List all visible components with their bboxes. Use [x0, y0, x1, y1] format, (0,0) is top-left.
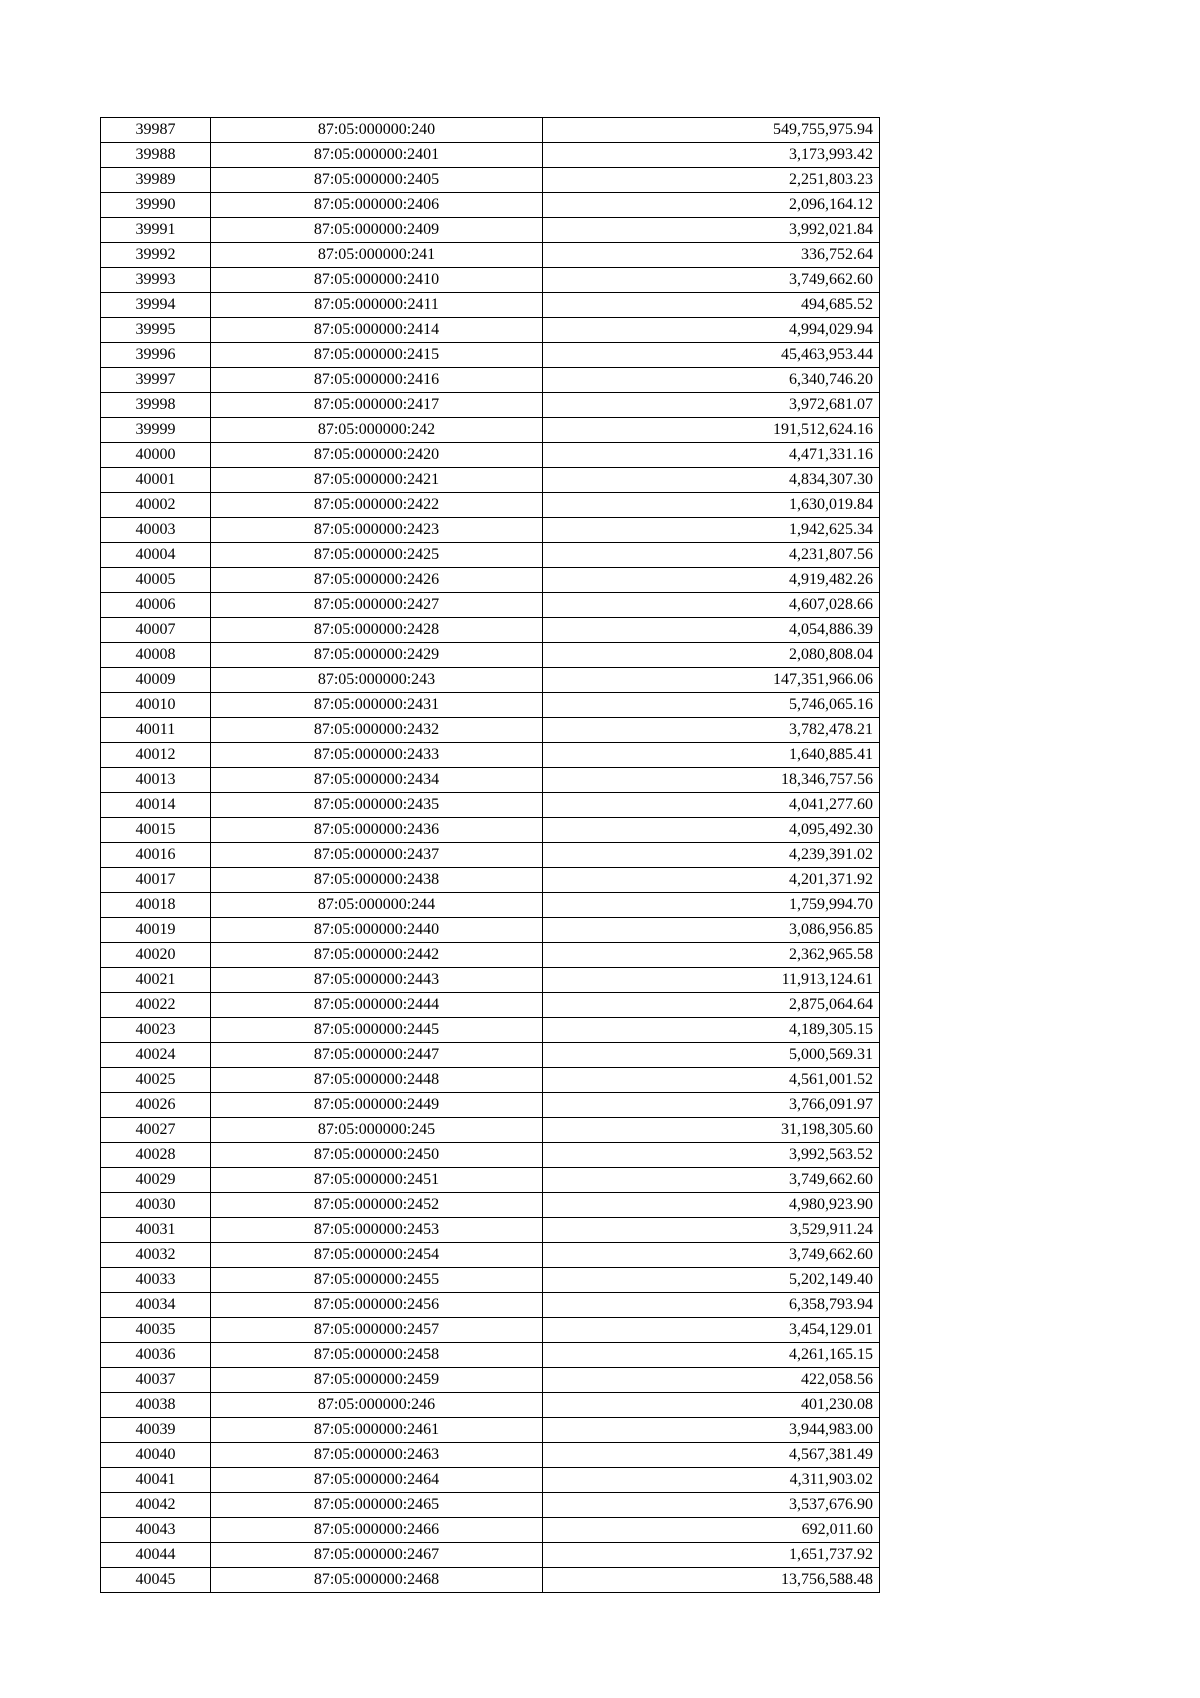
table-row: [101, 693, 880, 718]
value-cell: 422,058.56: [543, 1368, 880, 1393]
value-cell: 18,346,757.56: [543, 768, 880, 793]
table-row: [101, 1268, 880, 1293]
row-number-cell: 40010: [101, 693, 211, 718]
value-cell: 4,041,277.60: [543, 793, 880, 818]
table-row: [101, 1193, 880, 1218]
cadastral-number-cell: 87:05:000000:2463: [211, 1443, 543, 1468]
table-row: [101, 318, 880, 343]
value-cell: 191,512,624.16: [543, 418, 880, 443]
table-row: [101, 1443, 880, 1468]
table-row: [101, 1368, 880, 1393]
cadastral-number-cell: 87:05:000000:2458: [211, 1343, 543, 1368]
table-row: [101, 1168, 880, 1193]
value-cell: 4,231,807.56: [543, 543, 880, 568]
cadastral-number-cell: 87:05:000000:2445: [211, 1018, 543, 1043]
table-row: [101, 343, 880, 368]
row-number-cell: 39993: [101, 268, 211, 293]
cadastral-number-cell: 87:05:000000:2414: [211, 318, 543, 343]
cadastral-number-cell: 87:05:000000:2434: [211, 768, 543, 793]
cadastral-number-cell: 87:05:000000:2427: [211, 593, 543, 618]
row-number-cell: 40024: [101, 1043, 211, 1068]
cadastral-number-cell: 87:05:000000:2416: [211, 368, 543, 393]
table-row: [101, 368, 880, 393]
value-cell: 5,000,569.31: [543, 1043, 880, 1068]
cadastral-number-cell: 87:05:000000:2409: [211, 218, 543, 243]
value-cell: 13,756,588.48: [543, 1568, 880, 1593]
table-row: [101, 668, 880, 693]
value-cell: 4,561,001.52: [543, 1068, 880, 1093]
table-row: [101, 293, 880, 318]
table-row: [101, 918, 880, 943]
data-table: [100, 117, 880, 1593]
value-cell: 2,362,965.58: [543, 943, 880, 968]
row-number-cell: 40014: [101, 793, 211, 818]
row-number-cell: 39987: [101, 118, 211, 143]
cadastral-number-cell: 87:05:000000:2422: [211, 493, 543, 518]
value-cell: 5,202,149.40: [543, 1268, 880, 1293]
value-cell: 4,919,482.26: [543, 568, 880, 593]
value-cell: 4,054,886.39: [543, 618, 880, 643]
table-row: [101, 243, 880, 268]
table-row: [101, 393, 880, 418]
cadastral-number-cell: 87:05:000000:2436: [211, 818, 543, 843]
table-row: [101, 1118, 880, 1143]
row-number-cell: 40044: [101, 1543, 211, 1568]
value-cell: 6,340,746.20: [543, 368, 880, 393]
row-number-cell: 40035: [101, 1318, 211, 1343]
value-cell: 2,096,164.12: [543, 193, 880, 218]
table-row: [101, 118, 880, 143]
cadastral-number-cell: 87:05:000000:2457: [211, 1318, 543, 1343]
cadastral-number-cell: 87:05:000000:2428: [211, 618, 543, 643]
cadastral-number-cell: 87:05:000000:2444: [211, 993, 543, 1018]
value-cell: 3,944,983.00: [543, 1418, 880, 1443]
row-number-cell: 40043: [101, 1518, 211, 1543]
row-number-cell: 40004: [101, 543, 211, 568]
value-cell: 4,261,165.15: [543, 1343, 880, 1368]
value-cell: 4,189,305.15: [543, 1018, 880, 1043]
cadastral-number-cell: 87:05:000000:2455: [211, 1268, 543, 1293]
table-row: [101, 468, 880, 493]
value-cell: 3,782,478.21: [543, 718, 880, 743]
table-row: [101, 543, 880, 568]
row-number-cell: 40000: [101, 443, 211, 468]
table-row: [101, 1018, 880, 1043]
value-cell: 11,913,124.61: [543, 968, 880, 993]
row-number-cell: 40034: [101, 1293, 211, 1318]
cadastral-number-cell: 87:05:000000:2454: [211, 1243, 543, 1268]
value-cell: 3,972,681.07: [543, 393, 880, 418]
row-number-cell: 40008: [101, 643, 211, 668]
row-number-cell: 40017: [101, 868, 211, 893]
row-number-cell: 40030: [101, 1193, 211, 1218]
table-row: [101, 218, 880, 243]
row-number-cell: 40016: [101, 843, 211, 868]
value-cell: 2,080,808.04: [543, 643, 880, 668]
value-cell: 4,994,029.94: [543, 318, 880, 343]
value-cell: 4,567,381.49: [543, 1443, 880, 1468]
cadastral-number-cell: 87:05:000000:2447: [211, 1043, 543, 1068]
value-cell: 401,230.08: [543, 1393, 880, 1418]
row-number-cell: 40033: [101, 1268, 211, 1293]
cadastral-number-cell: 87:05:000000:2461: [211, 1418, 543, 1443]
cadastral-number-cell: 87:05:000000:2466: [211, 1518, 543, 1543]
row-number-cell: 40022: [101, 993, 211, 1018]
table-row: [101, 518, 880, 543]
table-row: [101, 193, 880, 218]
value-cell: 1,651,737.92: [543, 1543, 880, 1568]
value-cell: 5,746,065.16: [543, 693, 880, 718]
table-row: [101, 568, 880, 593]
table-row: [101, 1518, 880, 1543]
cadastral-number-cell: 87:05:000000:2435: [211, 793, 543, 818]
row-number-cell: 40036: [101, 1343, 211, 1368]
cadastral-number-cell: 87:05:000000:246: [211, 1393, 543, 1418]
cadastral-number-cell: 87:05:000000:2464: [211, 1468, 543, 1493]
cadastral-number-cell: 87:05:000000:2459: [211, 1368, 543, 1393]
cadastral-number-cell: 87:05:000000:2438: [211, 868, 543, 893]
row-number-cell: 40038: [101, 1393, 211, 1418]
table-row: [101, 1218, 880, 1243]
cadastral-number-cell: 87:05:000000:2432: [211, 718, 543, 743]
cadastral-number-cell: 87:05:000000:244: [211, 893, 543, 918]
row-number-cell: 39990: [101, 193, 211, 218]
cadastral-number-cell: 87:05:000000:2426: [211, 568, 543, 593]
row-number-cell: 40006: [101, 593, 211, 618]
row-number-cell: 40025: [101, 1068, 211, 1093]
cadastral-number-cell: 87:05:000000:2450: [211, 1143, 543, 1168]
row-number-cell: 40029: [101, 1168, 211, 1193]
value-cell: 4,834,307.30: [543, 468, 880, 493]
cadastral-number-cell: 87:05:000000:2410: [211, 268, 543, 293]
cadastral-number-cell: 87:05:000000:2406: [211, 193, 543, 218]
cadastral-number-cell: 87:05:000000:2452: [211, 1193, 543, 1218]
row-number-cell: 40026: [101, 1093, 211, 1118]
table-row: [101, 968, 880, 993]
row-number-cell: 40012: [101, 743, 211, 768]
value-cell: 1,640,885.41: [543, 743, 880, 768]
cadastral-number-cell: 87:05:000000:241: [211, 243, 543, 268]
row-number-cell: 39994: [101, 293, 211, 318]
table-row: [101, 1493, 880, 1518]
value-cell: 3,749,662.60: [543, 1243, 880, 1268]
row-number-cell: 39999: [101, 418, 211, 443]
value-cell: 3,173,993.42: [543, 143, 880, 168]
row-number-cell: 40027: [101, 1118, 211, 1143]
cadastral-number-cell: 87:05:000000:2423: [211, 518, 543, 543]
cadastral-number-cell: 87:05:000000:2467: [211, 1543, 543, 1568]
table-row: [101, 1243, 880, 1268]
row-number-cell: 39992: [101, 243, 211, 268]
row-number-cell: 40040: [101, 1443, 211, 1468]
value-cell: 336,752.64: [543, 243, 880, 268]
value-cell: 4,095,492.30: [543, 818, 880, 843]
cadastral-number-cell: 87:05:000000:2468: [211, 1568, 543, 1593]
cadastral-number-cell: 87:05:000000:2448: [211, 1068, 543, 1093]
value-cell: 2,251,803.23: [543, 168, 880, 193]
cadastral-number-cell: 87:05:000000:245: [211, 1118, 543, 1143]
table-row: [101, 1393, 880, 1418]
value-cell: 3,529,911.24: [543, 1218, 880, 1243]
row-number-cell: 40009: [101, 668, 211, 693]
cadastral-number-cell: 87:05:000000:2415: [211, 343, 543, 368]
table-row: [101, 818, 880, 843]
value-cell: 4,311,903.02: [543, 1468, 880, 1493]
table-row: [101, 443, 880, 468]
table-row: [101, 418, 880, 443]
cadastral-number-cell: 87:05:000000:2425: [211, 543, 543, 568]
table-row: [101, 143, 880, 168]
value-cell: 4,201,371.92: [543, 868, 880, 893]
table-row: [101, 1418, 880, 1443]
table-row: [101, 768, 880, 793]
row-number-cell: 39998: [101, 393, 211, 418]
value-cell: 3,086,956.85: [543, 918, 880, 943]
table-row: [101, 1293, 880, 1318]
row-number-cell: 40023: [101, 1018, 211, 1043]
cadastral-number-cell: 87:05:000000:2405: [211, 168, 543, 193]
cadastral-number-cell: 87:05:000000:2456: [211, 1293, 543, 1318]
table-row: [101, 268, 880, 293]
value-cell: 4,471,331.16: [543, 443, 880, 468]
row-number-cell: 40045: [101, 1568, 211, 1593]
table-row: [101, 743, 880, 768]
row-number-cell: 40015: [101, 818, 211, 843]
row-number-cell: 40005: [101, 568, 211, 593]
value-cell: 3,454,129.01: [543, 1318, 880, 1343]
cadastral-number-cell: 87:05:000000:243: [211, 668, 543, 693]
cadastral-number-cell: 87:05:000000:240: [211, 118, 543, 143]
row-number-cell: 39989: [101, 168, 211, 193]
row-number-cell: 40031: [101, 1218, 211, 1243]
row-number-cell: 40037: [101, 1368, 211, 1393]
value-cell: 1,630,019.84: [543, 493, 880, 518]
cadastral-number-cell: 87:05:000000:2420: [211, 443, 543, 468]
row-number-cell: 40013: [101, 768, 211, 793]
row-number-cell: 40011: [101, 718, 211, 743]
value-cell: 1,942,625.34: [543, 518, 880, 543]
value-cell: 4,607,028.66: [543, 593, 880, 618]
value-cell: 692,011.60: [543, 1518, 880, 1543]
row-number-cell: 39991: [101, 218, 211, 243]
value-cell: 494,685.52: [543, 293, 880, 318]
cadastral-number-cell: 87:05:000000:2421: [211, 468, 543, 493]
row-number-cell: 39997: [101, 368, 211, 393]
cadastral-number-cell: 87:05:000000:2451: [211, 1168, 543, 1193]
table-row: [101, 1068, 880, 1093]
value-cell: 3,749,662.60: [543, 268, 880, 293]
table-row: [101, 893, 880, 918]
value-cell: 1,759,994.70: [543, 893, 880, 918]
table-row: [101, 168, 880, 193]
value-cell: 3,992,021.84: [543, 218, 880, 243]
table-row: [101, 593, 880, 618]
row-number-cell: 39996: [101, 343, 211, 368]
value-cell: 3,992,563.52: [543, 1143, 880, 1168]
row-number-cell: 40039: [101, 1418, 211, 1443]
cadastral-number-cell: 87:05:000000:2442: [211, 943, 543, 968]
table-row: [101, 1043, 880, 1068]
table-row: [101, 618, 880, 643]
value-cell: 3,749,662.60: [543, 1168, 880, 1193]
row-number-cell: 40021: [101, 968, 211, 993]
value-cell: 6,358,793.94: [543, 1293, 880, 1318]
cadastral-number-cell: 87:05:000000:2440: [211, 918, 543, 943]
cadastral-number-cell: 87:05:000000:2443: [211, 968, 543, 993]
table-row: [101, 1568, 880, 1593]
row-number-cell: 40019: [101, 918, 211, 943]
table-row: [101, 718, 880, 743]
value-cell: 147,351,966.06: [543, 668, 880, 693]
cadastral-number-cell: 87:05:000000:2411: [211, 293, 543, 318]
table-row: [101, 1318, 880, 1343]
table-row: [101, 1143, 880, 1168]
table-row: [101, 868, 880, 893]
value-cell: 549,755,975.94: [543, 118, 880, 143]
row-number-cell: 40018: [101, 893, 211, 918]
row-number-cell: 40042: [101, 1493, 211, 1518]
cadastral-number-cell: 87:05:000000:2465: [211, 1493, 543, 1518]
cadastral-number-cell: 87:05:000000:2449: [211, 1093, 543, 1118]
cadastral-number-cell: 87:05:000000:2429: [211, 643, 543, 668]
table-row: [101, 993, 880, 1018]
cadastral-number-cell: 87:05:000000:2431: [211, 693, 543, 718]
row-number-cell: 40020: [101, 943, 211, 968]
value-cell: 3,766,091.97: [543, 1093, 880, 1118]
table-row: [101, 493, 880, 518]
cadastral-number-cell: 87:05:000000:2453: [211, 1218, 543, 1243]
table-row: [101, 1093, 880, 1118]
cadastral-number-cell: 87:05:000000:2417: [211, 393, 543, 418]
cadastral-number-cell: 87:05:000000:2433: [211, 743, 543, 768]
table-body: [101, 118, 880, 1593]
table-row: [101, 1343, 880, 1368]
row-number-cell: 40001: [101, 468, 211, 493]
value-cell: 31,198,305.60: [543, 1118, 880, 1143]
row-number-cell: 40002: [101, 493, 211, 518]
row-number-cell: 40003: [101, 518, 211, 543]
cadastral-number-cell: 87:05:000000:242: [211, 418, 543, 443]
cadastral-number-cell: 87:05:000000:2437: [211, 843, 543, 868]
table-row: [101, 643, 880, 668]
value-cell: 3,537,676.90: [543, 1493, 880, 1518]
table-row: [101, 943, 880, 968]
table-row: [101, 1543, 880, 1568]
value-cell: 4,980,923.90: [543, 1193, 880, 1218]
row-number-cell: 40041: [101, 1468, 211, 1493]
row-number-cell: 39995: [101, 318, 211, 343]
cadastral-number-cell: 87:05:000000:2401: [211, 143, 543, 168]
table-row: [101, 1468, 880, 1493]
table-row: [101, 843, 880, 868]
row-number-cell: 40028: [101, 1143, 211, 1168]
value-cell: 2,875,064.64: [543, 993, 880, 1018]
row-number-cell: 40007: [101, 618, 211, 643]
value-cell: 4,239,391.02: [543, 843, 880, 868]
row-number-cell: 39988: [101, 143, 211, 168]
table-row: [101, 793, 880, 818]
value-cell: 45,463,953.44: [543, 343, 880, 368]
row-number-cell: 40032: [101, 1243, 211, 1268]
